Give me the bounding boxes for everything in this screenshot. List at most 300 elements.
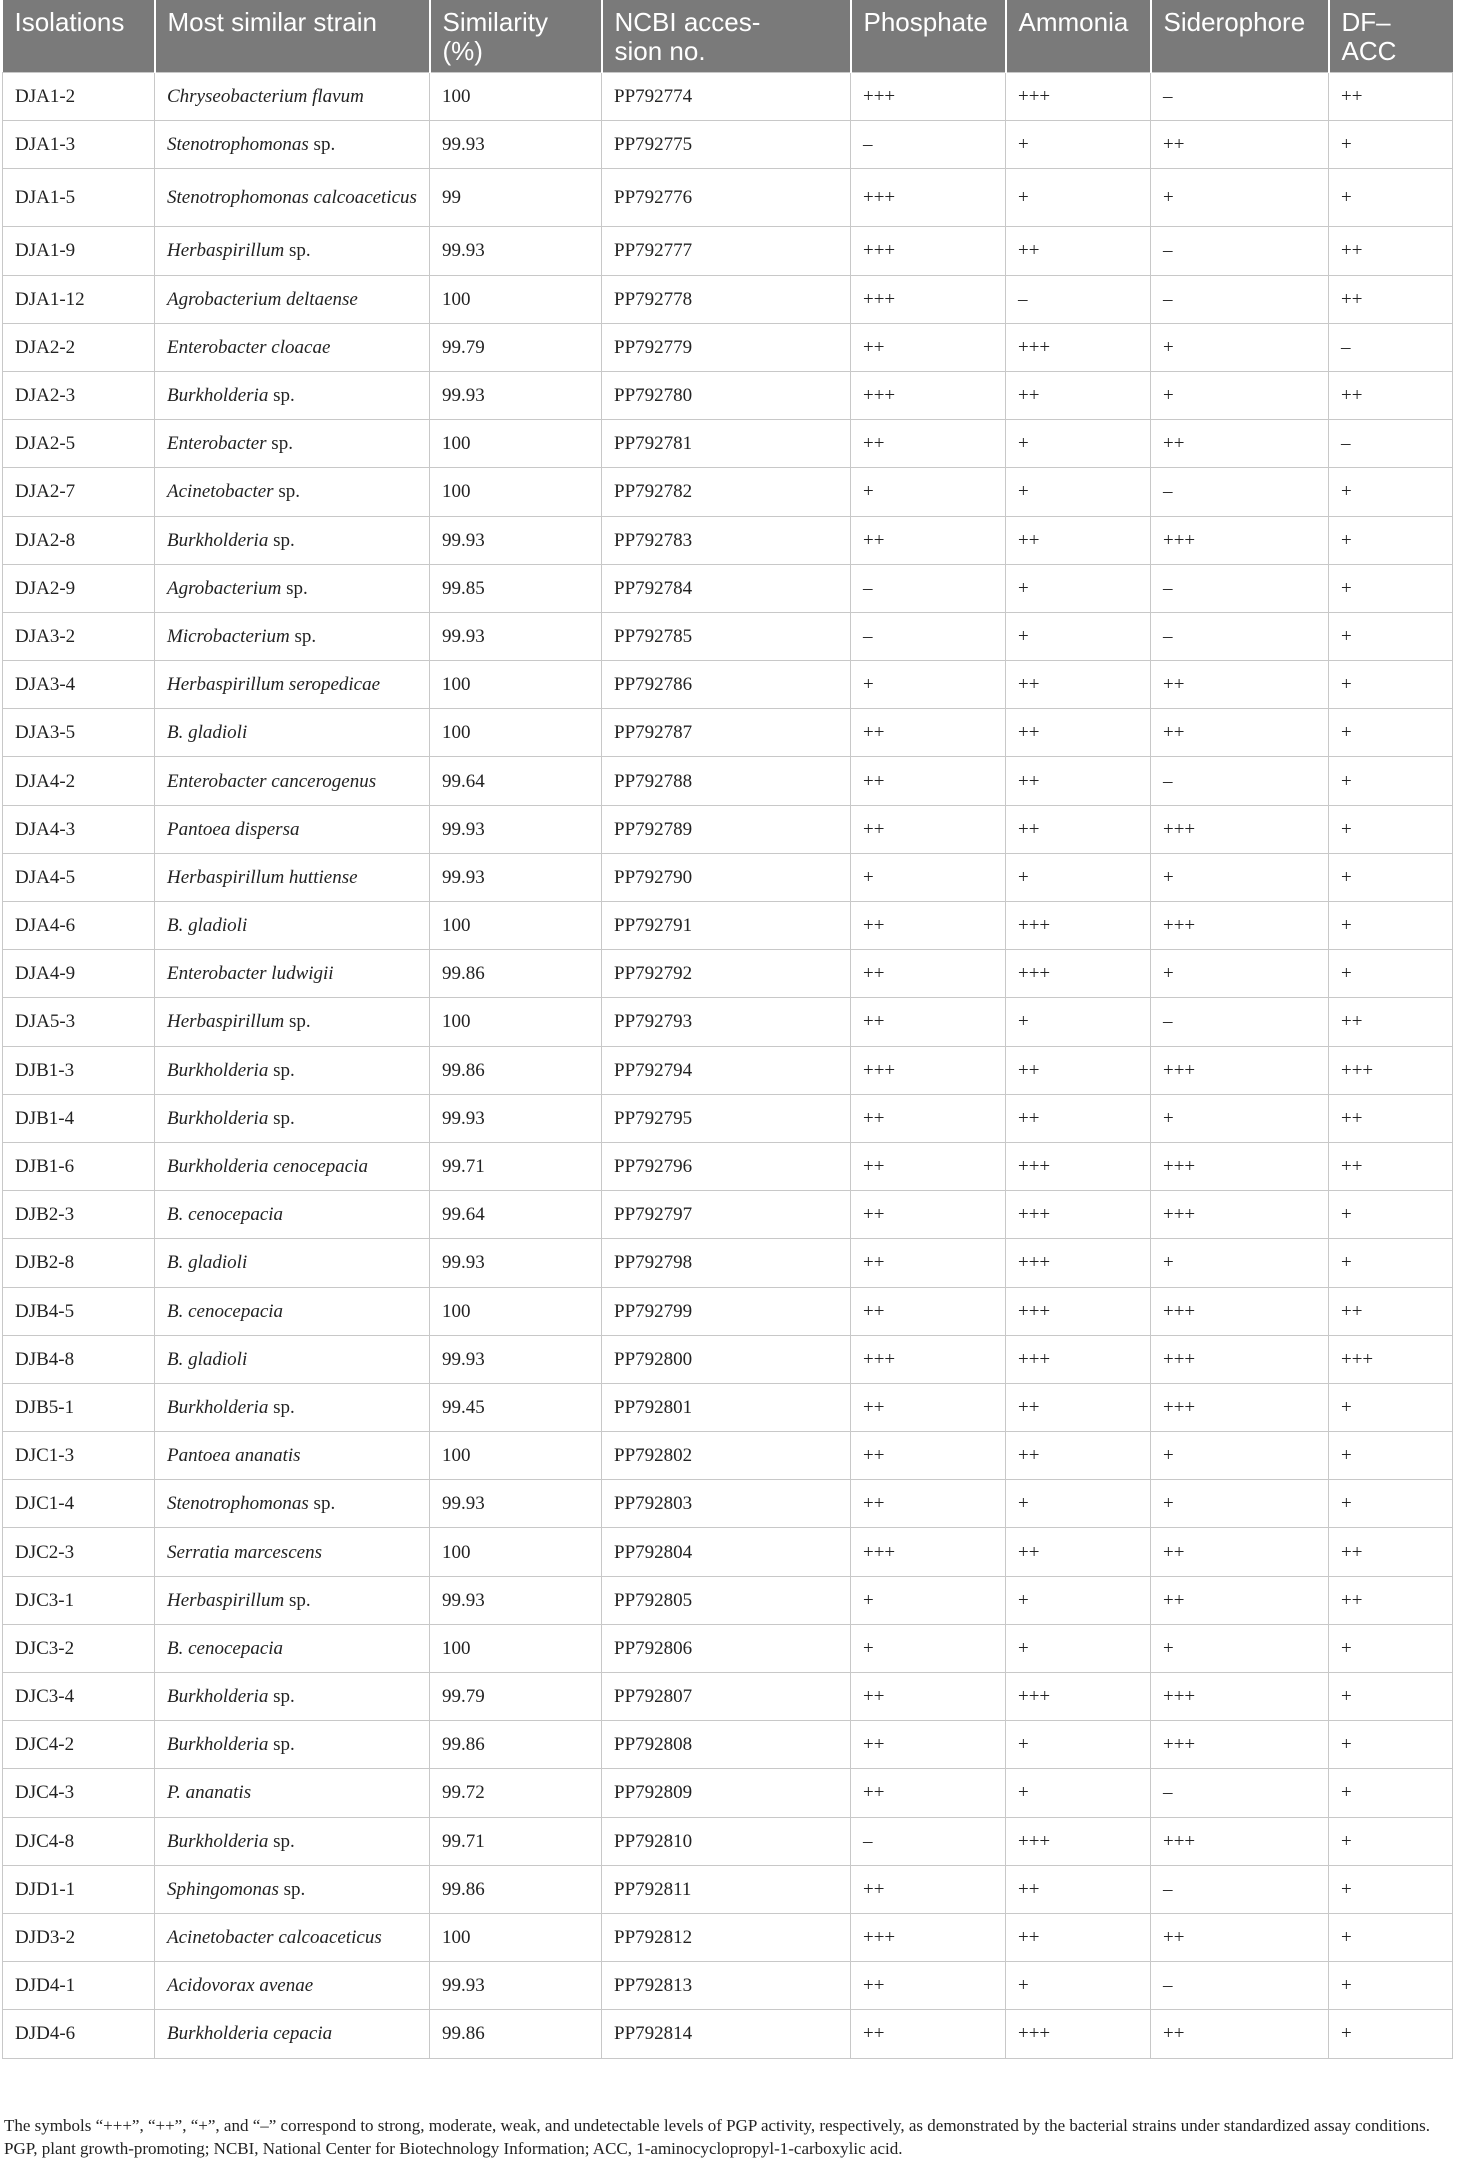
phosphate-cell: ++ [851,950,1006,998]
similarity-cell: 99.72 [430,1769,602,1817]
siderophore-cell: + [1151,1432,1329,1480]
siderophore-cell: + [1151,1094,1329,1142]
siderophore-cell: ++ [1151,709,1329,757]
table-row [3,564,1453,612]
strain-cell [155,1769,430,1817]
strain-name: Herbaspirillum seropedicae [167,674,381,696]
isolation-cell: DJB1-3 [3,1046,155,1094]
ammonia-cell: ++ [1006,805,1151,853]
similarity-cell: 99.79 [430,323,602,371]
isolation-cell: DJD3-2 [3,1913,155,1961]
isolation-cell: DJA3-5 [3,709,155,757]
df-acc-cell: ++ [1329,1576,1453,1624]
strain-cell [155,1865,430,1913]
accession-cell: PP792785 [602,612,851,660]
table-row [3,709,1453,757]
isolation-cell: DJB4-5 [3,1287,155,1335]
siderophore-cell: +++ [1151,1142,1329,1190]
isolation-cell: DJA3-2 [3,612,155,660]
isolation-cell: DJA3-4 [3,661,155,709]
siderophore-cell: ++ [1151,420,1329,468]
isolation-cell: DJA2-8 [3,516,155,564]
ammonia-cell: + [1006,853,1151,901]
df-acc-cell: ++ [1329,1287,1453,1335]
strain-name: Burkholderia [167,1396,269,1418]
accession-cell: PP792789 [602,805,851,853]
ammonia-cell: ++ [1006,1432,1151,1480]
species-suffix: sp. [281,577,308,599]
strain-cell [155,2010,430,2058]
table-row [3,1287,1453,1335]
species-suffix: sp. [308,1493,336,1515]
table-body [3,73,1453,2059]
accession-cell: PP792784 [602,564,851,612]
siderophore-cell: – [1151,73,1329,121]
similarity-cell: 99.79 [430,1673,602,1721]
accession-cell: PP792775 [602,121,851,169]
strain-name: Burkholderia [167,1686,269,1708]
siderophore-cell: – [1151,612,1329,660]
similarity-cell: 99.93 [430,612,602,660]
accession-cell: PP792801 [602,1383,851,1431]
strain-name: Agrobacterium [167,577,282,599]
phosphate-cell: +++ [851,1046,1006,1094]
accession-cell: PP792780 [602,371,851,419]
column-header: Similarity (%) [430,0,602,73]
species-suffix: sp. [268,1830,295,1852]
siderophore-cell: + [1151,169,1329,227]
column-header: Siderophore [1151,0,1329,73]
similarity-cell: 99.93 [430,516,602,564]
accession-cell: PP792786 [602,661,851,709]
table-row [3,1432,1453,1480]
ammonia-cell: ++ [1006,661,1151,709]
isolation-cell: DJC1-4 [3,1480,155,1528]
strain-name: B. gladioli [167,1348,248,1370]
df-acc-cell: + [1329,1962,1453,2010]
ammonia-cell: + [1006,1962,1151,2010]
df-acc-cell: + [1329,853,1453,901]
siderophore-cell: ++ [1151,1576,1329,1624]
phosphate-cell: +++ [851,1528,1006,1576]
strain-name: Acinetobacter calcoaceticus [167,1927,382,1949]
df-acc-cell: + [1329,1191,1453,1239]
phosphate-cell: ++ [851,805,1006,853]
table-row [3,1624,1453,1672]
isolation-cell: DJC2-3 [3,1528,155,1576]
df-acc-cell: + [1329,1673,1453,1721]
table-row [3,420,1453,468]
table-row [3,612,1453,660]
siderophore-cell: +++ [1151,902,1329,950]
strain-name: Microbacterium [167,625,290,647]
isolation-cell: DJD1-1 [3,1865,155,1913]
table-row [3,121,1453,169]
species-suffix: sp. [289,625,317,647]
table-row [3,1528,1453,1576]
column-header: Isolations [3,0,155,73]
accession-cell: PP792808 [602,1721,851,1769]
siderophore-cell: +++ [1151,805,1329,853]
ammonia-cell: + [1006,998,1151,1046]
isolation-cell: DJA2-9 [3,564,155,612]
ammonia-cell: + [1006,468,1151,516]
accession-cell: PP792793 [602,998,851,1046]
accession-cell: PP792777 [602,227,851,275]
siderophore-cell: +++ [1151,516,1329,564]
strain-name: Pantoea ananatis [167,1445,301,1467]
species-suffix: sp. [266,433,293,455]
phosphate-cell: +++ [851,1335,1006,1383]
similarity-cell: 100 [430,275,602,323]
table-row [3,1817,1453,1865]
strain-name: Stenotrophomonas calcoaceticus [167,187,417,209]
strain-cell [155,1576,430,1624]
ammonia-cell: +++ [1006,950,1151,998]
table-row [3,1142,1453,1190]
similarity-cell: 100 [430,709,602,757]
isolation-cell: DJA1-2 [3,73,155,121]
ammonia-cell: ++ [1006,757,1151,805]
phosphate-cell: ++ [851,998,1006,1046]
table-row [3,227,1453,275]
strain-cell [155,564,430,612]
accession-cell: PP792800 [602,1335,851,1383]
siderophore-cell: + [1151,323,1329,371]
df-acc-cell: ++ [1329,1094,1453,1142]
isolation-cell: DJC3-1 [3,1576,155,1624]
accession-cell: PP792804 [602,1528,851,1576]
table-row [3,1335,1453,1383]
siderophore-cell: ++ [1151,661,1329,709]
table-row [3,902,1453,950]
species-suffix: sp. [268,1396,295,1418]
strain-name: Stenotrophomonas [167,1493,309,1515]
footnote-symbols: The symbols “+++”, “++”, “+”, and “–” correspond to strong, moderate, weak, and undetectable levels of PGP activity, respectively, as demonstrated by the bacterial strains under standardized assay conditions. [4,2116,1431,2135]
table-row [3,1239,1453,1287]
strain-cell [155,1383,430,1431]
phosphate-cell: ++ [851,1865,1006,1913]
isolation-cell: DJC3-2 [3,1624,155,1672]
strain-name: Burkholderia cepacia [167,2023,333,2045]
similarity-cell: 100 [430,661,602,709]
similarity-cell: 100 [430,73,602,121]
df-acc-cell: + [1329,612,1453,660]
isolation-cell: DJA1-9 [3,227,155,275]
footnote-abbreviations: PGP, plant growth-promoting; NCBI, National Center for Biotechnology Information; ACC, 1-aminocyclopropyl-1-carboxylic acid. [4,2139,903,2158]
table-row [3,661,1453,709]
phosphate-cell: ++ [851,323,1006,371]
strain-name: Enterobacter cancerogenus [167,770,377,792]
similarity-cell: 100 [430,902,602,950]
similarity-cell: 99.93 [430,371,602,419]
column-header: DF– ACC [1329,0,1453,73]
strain-cell [155,371,430,419]
strain-cell [155,73,430,121]
phosphate-cell: + [851,661,1006,709]
table-row [3,1962,1453,2010]
phosphate-cell: +++ [851,169,1006,227]
species-suffix: sp. [268,385,295,407]
table-row [3,1094,1453,1142]
strain-cell [155,323,430,371]
table-row [3,1721,1453,1769]
strain-cell [155,227,430,275]
accession-cell: PP792776 [602,169,851,227]
accession-cell: PP792814 [602,2010,851,2058]
table-row [3,1191,1453,1239]
strain-name: Burkholderia [167,1059,269,1081]
ammonia-cell: + [1006,612,1151,660]
siderophore-cell: +++ [1151,1287,1329,1335]
ammonia-cell: ++ [1006,709,1151,757]
isolation-cell: DJA1-3 [3,121,155,169]
column-header: Ammonia [1006,0,1151,73]
strain-cell [155,1817,430,1865]
accession-cell: PP792792 [602,950,851,998]
df-acc-cell: +++ [1329,1046,1453,1094]
phosphate-cell: ++ [851,1432,1006,1480]
similarity-cell: 100 [430,1287,602,1335]
similarity-cell: 100 [430,998,602,1046]
similarity-cell: 99.93 [430,121,602,169]
table-row [3,1480,1453,1528]
ammonia-cell: +++ [1006,73,1151,121]
df-acc-cell: + [1329,1769,1453,1817]
df-acc-cell: ++ [1329,275,1453,323]
strain-name: P. ananatis [167,1782,252,1804]
column-header: Phosphate [851,0,1006,73]
similarity-cell: 99.86 [430,1046,602,1094]
df-acc-cell: + [1329,950,1453,998]
phosphate-cell: +++ [851,275,1006,323]
phosphate-cell: ++ [851,1962,1006,2010]
siderophore-cell: – [1151,757,1329,805]
similarity-cell: 99.93 [430,1962,602,2010]
accession-cell: PP792778 [602,275,851,323]
accession-cell: PP792810 [602,1817,851,1865]
siderophore-cell: – [1151,564,1329,612]
ammonia-cell: +++ [1006,1817,1151,1865]
species-suffix: sp. [273,481,300,503]
strain-cell [155,612,430,660]
table-row [3,371,1453,419]
strain-name: B. cenocepacia [167,1300,284,1322]
accession-cell: PP792812 [602,1913,851,1961]
ammonia-cell: ++ [1006,1528,1151,1576]
df-acc-cell: + [1329,1432,1453,1480]
accession-cell: PP792811 [602,1865,851,1913]
strain-name: B. gladioli [167,1252,248,1274]
table-row [3,169,1453,227]
strain-cell [155,661,430,709]
similarity-cell: 100 [430,420,602,468]
accession-cell: PP792797 [602,1191,851,1239]
similarity-cell: 99.64 [430,1191,602,1239]
siderophore-cell: ++ [1151,121,1329,169]
phosphate-cell: – [851,612,1006,660]
similarity-cell: 99.93 [430,1094,602,1142]
strain-cell [155,998,430,1046]
ammonia-cell: ++ [1006,516,1151,564]
isolation-cell: DJA4-5 [3,853,155,901]
similarity-cell: 99.45 [430,1383,602,1431]
accession-cell: PP792805 [602,1576,851,1624]
species-suffix: sp. [278,1878,306,1900]
strain-cell [155,1094,430,1142]
df-acc-cell: ++ [1329,227,1453,275]
ammonia-cell: ++ [1006,371,1151,419]
strain-name: Burkholderia [167,1107,269,1129]
strain-cell [155,121,430,169]
isolation-cell: DJB1-6 [3,1142,155,1190]
species-suffix: sp. [268,1107,295,1129]
table-row [3,73,1453,121]
strain-cell [155,1673,430,1721]
table-row [3,1383,1453,1431]
strain-name: Agrobacterium deltaense [167,288,358,310]
siderophore-cell: ++ [1151,2010,1329,2058]
siderophore-cell: + [1151,1239,1329,1287]
phosphate-cell: +++ [851,73,1006,121]
ammonia-cell: +++ [1006,902,1151,950]
df-acc-cell: + [1329,2010,1453,2058]
ammonia-cell: +++ [1006,1287,1151,1335]
df-acc-cell: + [1329,468,1453,516]
phosphate-cell: + [851,1624,1006,1672]
similarity-cell: 99 [430,169,602,227]
accession-cell: PP792806 [602,1624,851,1672]
strain-name: Chryseobacterium flavum [167,86,364,108]
strain-name: B. gladioli [167,722,248,744]
strain-cell [155,709,430,757]
df-acc-cell: + [1329,1239,1453,1287]
siderophore-cell: +++ [1151,1817,1329,1865]
similarity-cell: 99.93 [430,805,602,853]
isolation-cell: DJA1-5 [3,169,155,227]
table-row [3,1913,1453,1961]
similarity-cell: 100 [430,1913,602,1961]
df-acc-cell: + [1329,169,1453,227]
accession-cell: PP792783 [602,516,851,564]
ammonia-cell: + [1006,1624,1151,1672]
table-row [3,950,1453,998]
accession-cell: PP792787 [602,709,851,757]
strain-cell [155,1191,430,1239]
phosphate-cell: ++ [851,902,1006,950]
df-acc-cell: + [1329,516,1453,564]
df-acc-cell: + [1329,1817,1453,1865]
column-header: NCBI acces- sion no. [602,0,851,73]
siderophore-cell: +++ [1151,1335,1329,1383]
strain-cell [155,468,430,516]
similarity-cell: 100 [430,1432,602,1480]
similarity-cell: 99.86 [430,950,602,998]
similarity-cell: 100 [430,1528,602,1576]
ammonia-cell: – [1006,275,1151,323]
phosphate-cell: ++ [851,420,1006,468]
similarity-cell: 99.93 [430,227,602,275]
ammonia-cell: + [1006,169,1151,227]
df-acc-cell: + [1329,1913,1453,1961]
isolation-cell: DJC1-3 [3,1432,155,1480]
df-acc-cell: + [1329,1383,1453,1431]
siderophore-cell: + [1151,1624,1329,1672]
accession-cell: PP792809 [602,1769,851,1817]
ammonia-cell: +++ [1006,1673,1151,1721]
table-row [3,468,1453,516]
similarity-cell: 99.93 [430,1480,602,1528]
isolation-cell: DJA1-12 [3,275,155,323]
accession-cell: PP792788 [602,757,851,805]
isolation-cell: DJB2-3 [3,1191,155,1239]
table-row [3,1865,1453,1913]
strain-cell [155,516,430,564]
ammonia-cell: +++ [1006,323,1151,371]
siderophore-cell: – [1151,468,1329,516]
siderophore-cell: +++ [1151,1721,1329,1769]
accession-cell: PP792802 [602,1432,851,1480]
phosphate-cell: +++ [851,1913,1006,1961]
siderophore-cell: +++ [1151,1673,1329,1721]
siderophore-cell: ++ [1151,1913,1329,1961]
strain-cell [155,805,430,853]
strain-name: Burkholderia [167,1830,269,1852]
siderophore-cell: + [1151,853,1329,901]
table-row [3,998,1453,1046]
species-suffix: sp. [284,240,311,262]
ammonia-cell: +++ [1006,1335,1151,1383]
phosphate-cell: ++ [851,1673,1006,1721]
siderophore-cell: + [1151,371,1329,419]
strain-cell [155,757,430,805]
isolation-cell: DJC4-3 [3,1769,155,1817]
table-row [3,1769,1453,1817]
df-acc-cell: + [1329,1624,1453,1672]
siderophore-cell: – [1151,1865,1329,1913]
similarity-cell: 100 [430,1624,602,1672]
table-row [3,757,1453,805]
strain-name: Burkholderia [167,529,269,551]
phosphate-cell: +++ [851,371,1006,419]
isolation-cell: DJB1-4 [3,1094,155,1142]
table-row [3,2010,1453,2058]
phosphate-cell: ++ [851,757,1006,805]
strain-name: B. cenocepacia [167,1204,284,1226]
accession-cell: PP792790 [602,853,851,901]
isolation-cell: DJC4-8 [3,1817,155,1865]
ammonia-cell: +++ [1006,1142,1151,1190]
strain-cell [155,1962,430,2010]
isolation-cell: DJB4-8 [3,1335,155,1383]
similarity-cell: 99.93 [430,853,602,901]
ammonia-cell: + [1006,420,1151,468]
isolation-cell: DJD4-6 [3,2010,155,2058]
strain-cell [155,1721,430,1769]
siderophore-cell: +++ [1151,1191,1329,1239]
table-row [3,323,1453,371]
accession-cell: PP792795 [602,1094,851,1142]
strain-cell [155,1335,430,1383]
ammonia-cell: ++ [1006,1865,1151,1913]
strain-cell [155,1287,430,1335]
strain-name: Enterobacter cloacae [167,336,331,358]
ammonia-cell: +++ [1006,2010,1151,2058]
siderophore-cell: + [1151,950,1329,998]
strain-cell [155,420,430,468]
accession-cell: PP792803 [602,1480,851,1528]
ammonia-cell: + [1006,564,1151,612]
